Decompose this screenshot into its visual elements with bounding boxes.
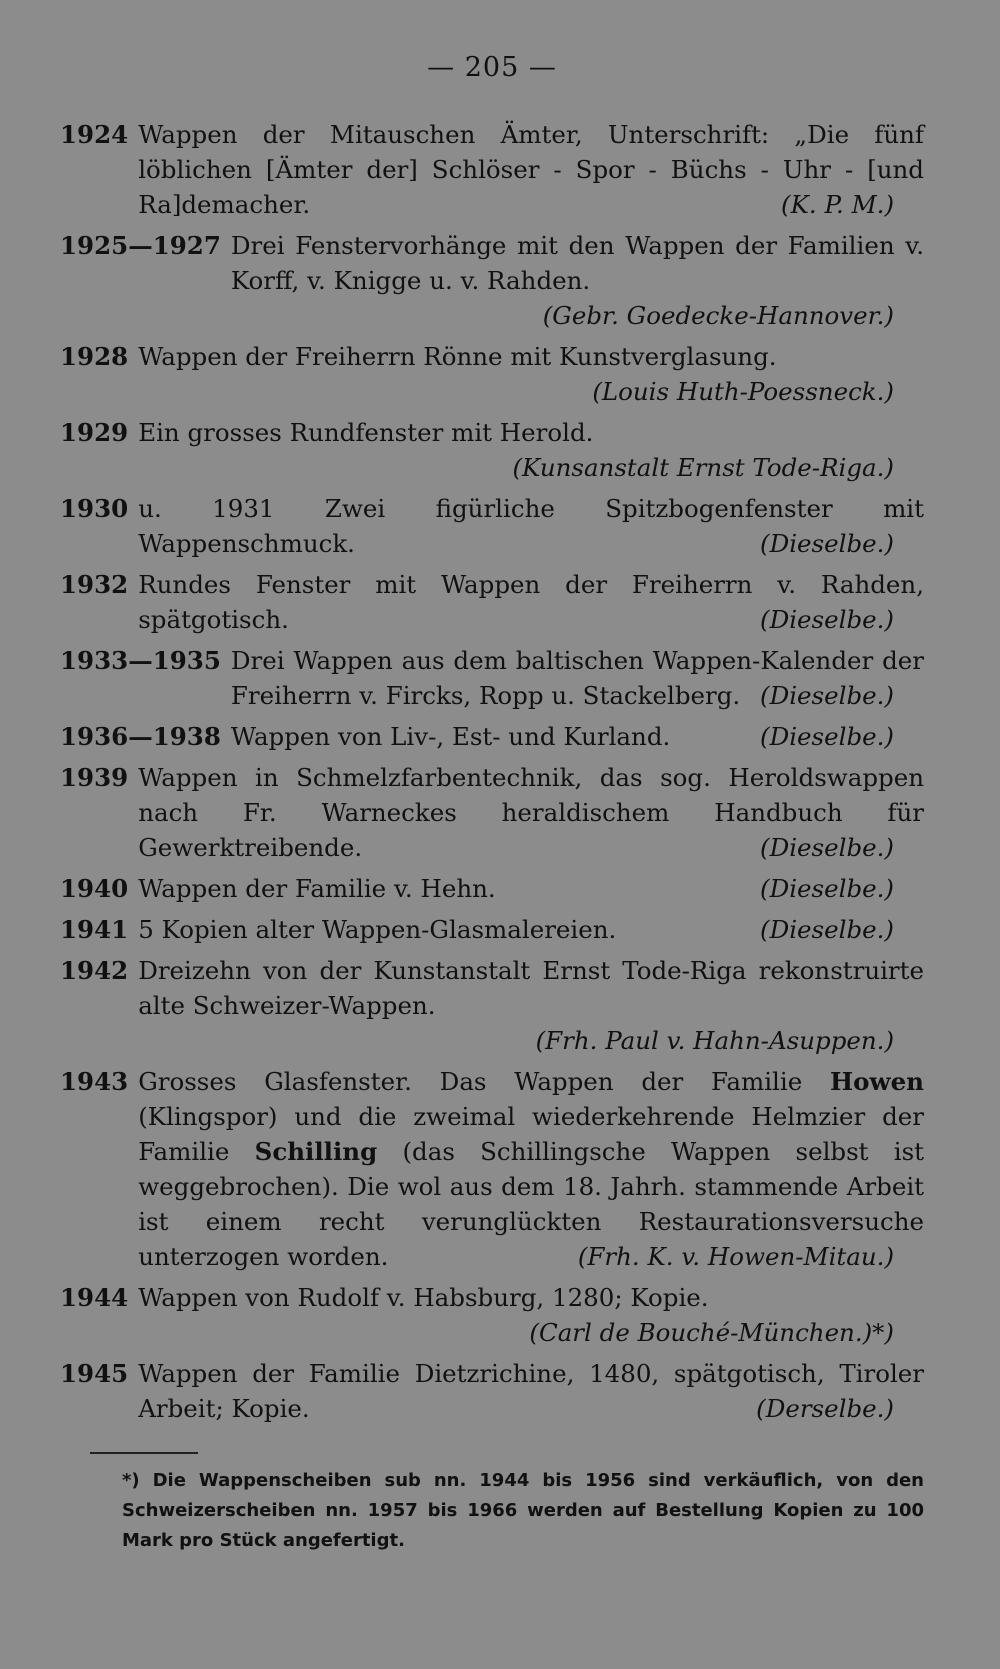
entry-1928: [60, 339, 924, 409]
entry-number: 1936—1938: [60, 722, 221, 751]
entry-source: (Louis Huth-Poessneck.): [592, 377, 894, 406]
entry-source: (Derselbe.): [756, 1394, 894, 1423]
entry-1941: [60, 912, 924, 947]
entry-text: Drei Wappen aus dem baltischen Wappen-Kalender der Freiherrn v. Fircks, Ropp u. Stackelberg. (Dieselbe.): [231, 643, 924, 713]
entry-text: 5 Kopien alter Wappen-Glasmalereien. (Dieselbe.): [138, 912, 924, 947]
entry-text: Wappen von Liv-, Est- und Kurland. (Dieselbe.): [231, 719, 924, 754]
entry-1945: [60, 1356, 924, 1426]
entry-1932: [60, 567, 924, 637]
entry-text: Wappen von Rudolf v. Habsburg, 1280; Kopie. (Carl de Bouché-München.)*): [138, 1280, 924, 1350]
entry-number: 1924: [60, 120, 129, 149]
entry-1944: [60, 1280, 924, 1350]
entry-number: 1945: [60, 1359, 129, 1388]
entry-number: 1944: [60, 1283, 129, 1312]
entry-text: Wappen der Mitauschen Ämter, Unterschrift: „Die fünf löblichen [Ämter der] Schlöser - Spor - Büchs - Uhr - [und Ra]demacher. (K. P. M.): [138, 117, 924, 222]
family-name-howen: Howen: [830, 1067, 924, 1096]
entry-source: (Dieselbe.): [760, 681, 894, 710]
entry-source: (Frh. K. v. Howen-Mitau.): [577, 1242, 894, 1271]
family-name-schilling: Schilling: [254, 1137, 378, 1166]
entry-1940: [60, 871, 924, 906]
footnote: *) Die Wappenscheiben sub nn. 1944 bis 1956 sind verkäuflich, von den Schweizerscheiben nn. 1957 bis 1966 werden auf Bestellung Kopien zu 100 Mark pro Stück angefertigt.: [122, 1470, 924, 1551]
entry-source: (Dieselbe.): [760, 529, 894, 558]
entry-number: 1932: [60, 570, 129, 599]
entry-text: Wappen in Schmelzfarbentechnik, das sog. Heroldswappen nach Fr. Warneckes heraldischem Handbuch für Gewerktreibende. (Dieselbe.): [138, 760, 924, 865]
entry-text: Dreizehn von der Kunstanstalt Ernst Tode-Riga rekonstruirte alte Schweizer-Wappen. (Frh. Paul v. Hahn-Asuppen.): [138, 953, 924, 1058]
entry-number: 1925—1927: [60, 231, 221, 260]
entry-source: (Kunsanstalt Ernst Tode-Riga.): [512, 453, 894, 482]
entry-source: (K. P. M.): [781, 190, 894, 219]
entry-text: Wappen der Familie Dietzrichine, 1480, spätgotisch, Tiroler Arbeit; Kopie. (Derselbe.): [138, 1356, 924, 1426]
entry-number: 1929: [60, 418, 129, 447]
entry-number: 1933—1935: [60, 646, 221, 675]
entry-1936: [60, 719, 924, 754]
entry-number: 1928: [60, 342, 129, 371]
page: [60, 52, 924, 1556]
entry-1925: [60, 228, 924, 333]
entry-number: 1943: [60, 1067, 129, 1096]
entry-source: (Dieselbe.): [760, 833, 894, 862]
entry-text: Drei Fenstervorhänge mit den Wappen der Familien v. Korff, v. Knigge u. v. Rahden. (Gebr. Goedecke-Hannover.): [231, 228, 924, 333]
entry-1924: [60, 117, 924, 222]
entry-text: Wappen der Freiherrn Rönne mit Kunstverglasung. (Louis Huth-Poessneck.): [138, 339, 924, 409]
entry-source: (Frh. Paul v. Hahn-Asuppen.): [535, 1026, 894, 1055]
footnote-divider: [90, 1452, 198, 1454]
entry-1943: [60, 1064, 924, 1274]
entry-number: 1930: [60, 494, 129, 523]
entry-source: (Dieselbe.): [760, 915, 894, 944]
entry-1933: [60, 643, 924, 713]
entry-number: 1941: [60, 915, 129, 944]
entry-1929: [60, 415, 924, 485]
entry-number: 1942: [60, 956, 129, 985]
entry-text: Wappen der Familie v. Hehn. (Dieselbe.): [138, 871, 924, 906]
entry-source: (Gebr. Goedecke-Hannover.): [542, 301, 894, 330]
page-number: — 205 —: [427, 52, 557, 83]
entry-source: (Carl de Bouché-München.)*): [529, 1318, 894, 1347]
entry-1930: [60, 491, 924, 561]
entry-1942: [60, 953, 924, 1058]
entry-1939: [60, 760, 924, 865]
entry-source: (Dieselbe.): [760, 874, 894, 903]
entry-source: (Dieselbe.): [760, 605, 894, 634]
entry-number: 1940: [60, 874, 129, 903]
entry-text: u. 1931 Zwei figürliche Spitzbogenfenster mit Wappenschmuck. (Dieselbe.): [138, 491, 924, 561]
entry-text: Ein grosses Rundfenster mit Herold. (Kunsanstalt Ernst Tode-Riga.): [138, 415, 924, 485]
entry-text: Grosses Glasfenster. Das Wappen der Familie Howen (Klingspor) und die zweimal wiederkehrende Helmzier der Familie Schilling (das Schillingsche Wappen selbst ist weggebrochen). Die wol aus dem 18. Jahrh. stammende Arbeit ist einem recht verunglückten Restaurationsversuche unterzogen worden. (Frh. K. v. Howen-Mitau.): [138, 1064, 924, 1274]
entry-number: 1939: [60, 763, 129, 792]
entry-text: Rundes Fenster mit Wappen der Freiherrn v. Rahden, spätgotisch. (Dieselbe.): [138, 567, 924, 637]
entry-source: (Dieselbe.): [760, 722, 894, 751]
